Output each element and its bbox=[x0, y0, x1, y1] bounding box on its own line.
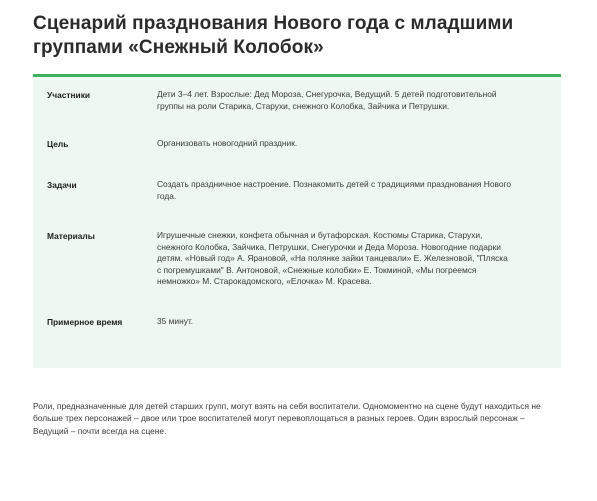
row-label-tasks: Задачи bbox=[47, 180, 77, 190]
row-value-participants: Дети 3–4 лет. Взрослые: Дед Мороза, Снегурочка, Ведущий. 5 детей подготовительной группы на роли Старика, Старухи, снежного Колобка, Зайчика и Петрушки. bbox=[157, 89, 497, 111]
row-value-materials: Игрушечные снежки, конфета обычная и бутафорская. Костюмы Старика, Старухи, снежного Колобка, Зайчика, Петрушки, Снегурочки и Деда Мороза. Новогодние подарки детям. «Новый год» А. Ярановой, «На полянке зайки танцевали» Е. Железновой, "Пляска с погремушками" В. Антоновой, «Снежные колобки» Е. Токминой, «Мы погреемся немножко» М. Старокадомского, «Елочка» М. Красева. bbox=[157, 230, 508, 286]
body-paragraph: Роли, предназначенные для детей старших групп, могут взять на себя воспитатели. Одномоментно на сцене будут находиться не больше трех персонажей – двое или трое воспитателей могут перевоплощаться в разных героев. Один взрослый персонаж – Ведущий – почти всегда на сцене. bbox=[33, 400, 541, 436]
table-row-time bbox=[33, 316, 561, 328]
table-row-materials bbox=[33, 230, 561, 288]
row-label-goal: Цель bbox=[47, 139, 69, 149]
info-table bbox=[33, 74, 561, 368]
table-row-tasks bbox=[33, 179, 561, 202]
row-label-materials: Материалы bbox=[47, 231, 95, 241]
page-title: Сценарий празднования Нового года с младшими группами «Снежный Колобок» bbox=[33, 13, 514, 58]
table-row-goal bbox=[33, 138, 561, 150]
row-value-time: 35 минут. bbox=[157, 315, 194, 326]
row-label-participants: Участники bbox=[47, 90, 91, 100]
row-label-time: Примерное время bbox=[47, 316, 123, 327]
table-row-participants bbox=[33, 89, 561, 112]
row-value-tasks: Создать праздничное настроение. Познакомить детей с традициями празднования Нового года. bbox=[157, 179, 512, 201]
row-value-goal: Организовать новогодний праздник. bbox=[157, 138, 298, 148]
